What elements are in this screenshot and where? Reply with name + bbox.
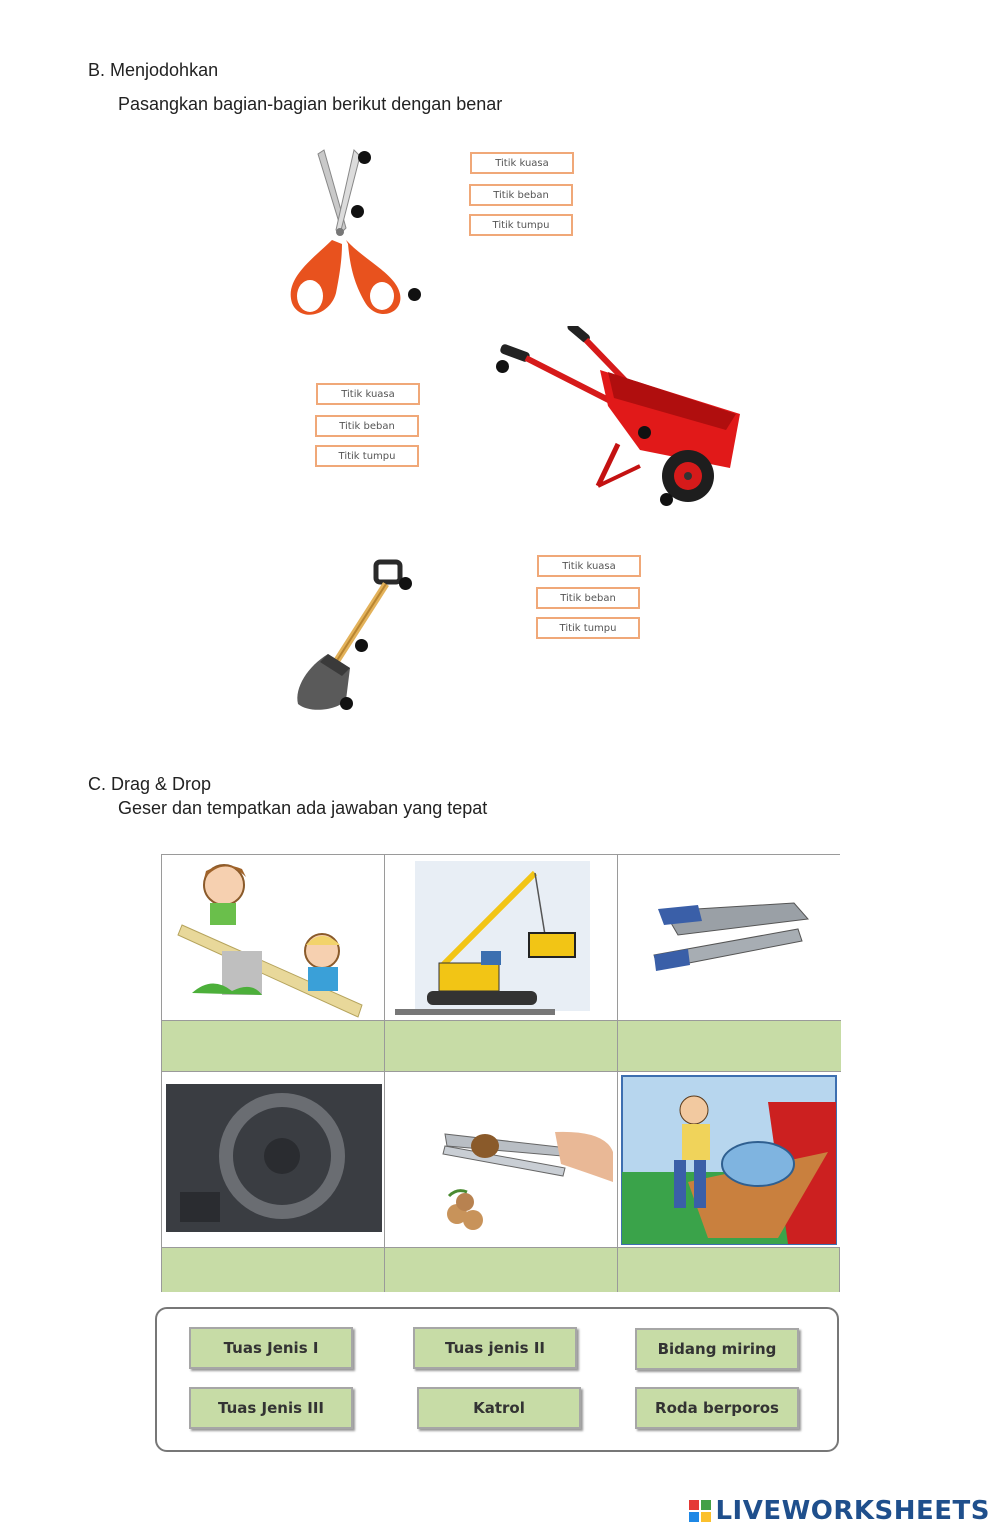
label-box-5[interactable]: Titik beban (315, 415, 419, 437)
match-dot-shovel-1[interactable] (399, 577, 412, 590)
answer-chip-1[interactable]: Tuas Jenis I (189, 1327, 353, 1369)
drop-zone-1[interactable] (162, 1020, 385, 1072)
section-c-instruction: Geser dan tempatkan ada jawaban yang tepat (118, 798, 488, 818)
nutcracker-icon (385, 1072, 618, 1247)
brand-text: LIVEWORKSHEETS (715, 1496, 990, 1526)
label-box-1[interactable]: Titik kuasa (470, 152, 574, 174)
label-box-6[interactable]: Titik tumpu (315, 445, 419, 467)
ramp-icon (618, 1072, 841, 1247)
liveworksheets-logo-icon (689, 1500, 711, 1522)
match-dot-wheelbarrow-2[interactable] (638, 426, 651, 439)
match-dot-scissors-3[interactable] (408, 288, 421, 301)
section-b-instruction: Pasangkan bagian-bagian berikut dengan benar (118, 94, 503, 114)
answer-chip-2[interactable]: Tuas jenis II (413, 1327, 577, 1369)
picture-cell-3 (618, 855, 841, 1020)
drop-zone-2[interactable] (385, 1020, 618, 1072)
drop-zone-4[interactable] (162, 1247, 385, 1292)
picture-grid (161, 854, 840, 1292)
match-dot-scissors-2[interactable] (351, 205, 364, 218)
picture-cell-2 (385, 855, 618, 1020)
drop-zone-3[interactable] (618, 1020, 841, 1072)
match-dot-shovel-2[interactable] (355, 639, 368, 652)
answer-chip-4[interactable]: Tuas Jenis III (189, 1387, 353, 1429)
scissors-icon (284, 148, 414, 323)
stapler-icon (618, 855, 841, 1020)
label-box-8[interactable]: Titik beban (536, 587, 640, 609)
label-box-9[interactable]: Titik tumpu (536, 617, 640, 639)
seesaw-icon (162, 855, 385, 1020)
section-c-heading: C. Drag & Drop (88, 774, 212, 794)
label-box-7[interactable]: Titik kuasa (537, 555, 641, 577)
steering-wheel-icon (162, 1072, 385, 1247)
match-dot-wheelbarrow-3[interactable] (660, 493, 673, 506)
match-dot-wheelbarrow-1[interactable] (496, 360, 509, 373)
crane-icon (385, 855, 618, 1020)
match-dot-scissors-1[interactable] (358, 151, 371, 164)
section-b-heading: B. Menjodohkan (88, 60, 219, 80)
wheelbarrow-icon (490, 326, 755, 506)
liveworksheets-logo (689, 1496, 990, 1526)
label-box-2[interactable]: Titik beban (469, 184, 573, 206)
label-box-4[interactable]: Titik kuasa (316, 383, 420, 405)
match-dot-shovel-3[interactable] (340, 697, 353, 710)
picture-cell-6 (618, 1072, 841, 1247)
picture-cell-5 (385, 1072, 618, 1247)
answer-chip-5[interactable]: Katrol (417, 1387, 581, 1429)
drop-zone-5[interactable] (385, 1247, 618, 1292)
answer-bank (155, 1307, 839, 1452)
picture-cell-1 (162, 855, 385, 1020)
answer-chip-3[interactable]: Bidang miring (635, 1328, 799, 1370)
label-box-3[interactable]: Titik tumpu (469, 214, 573, 236)
picture-cell-4 (162, 1072, 385, 1247)
drop-zone-6[interactable] (618, 1247, 839, 1292)
answer-chip-6[interactable]: Roda berporos (635, 1387, 799, 1429)
